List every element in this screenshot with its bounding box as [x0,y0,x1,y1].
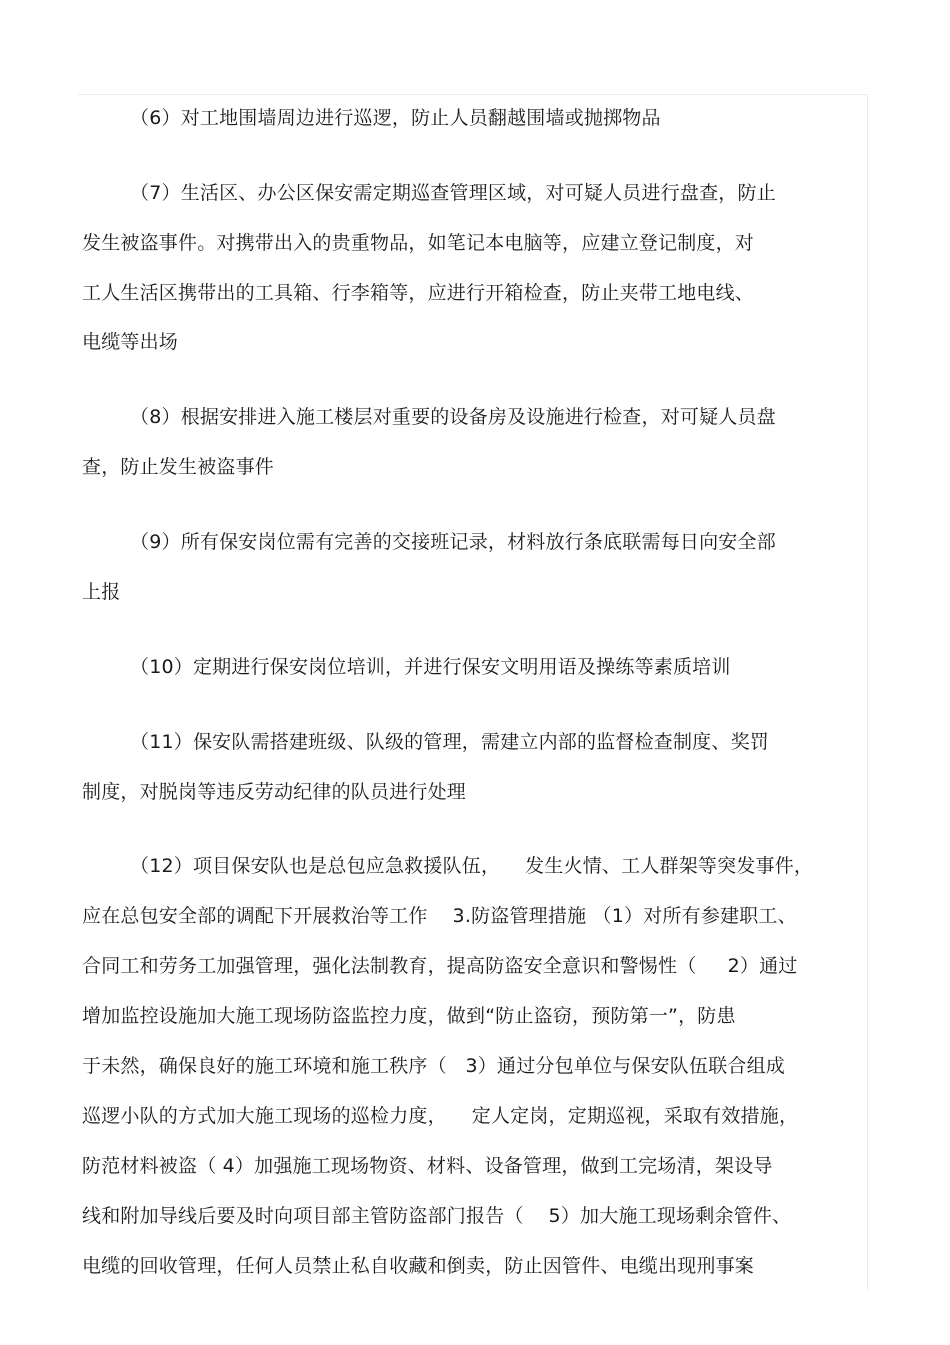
paragraph-9-line-1: （9）所有保安岗位需有完善的交接班记录，材料放行条底联需每日向安全部 [130,531,776,553]
paragraph-9-line-2: 上报 [82,581,121,603]
paragraph-7-line-1: （7）生活区、办公区保安需定期巡查管理区域，对可疑人员进行盘查，防止 [130,182,776,204]
paragraph-12-line-4: 增加监控设施加大施工现场防盗监控力度，做到“防止盗窃，预防第一”，防患 [82,1005,736,1027]
paragraph-12-line-7: 防范材料被盗（ 4）加强施工现场物资、材料、设备管理，做到工完场清，架设导 [82,1155,773,1177]
paragraph-8-line-2: 查，防止发生被盗事件 [82,456,275,478]
paragraph-12-line-5: 于未然，确保良好的施工环境和施工秩序（ 3）通过分包单位与保安队伍联合组成 [82,1055,786,1077]
paragraph-7-line-3: 工人生活区携带出的工具箱、行李箱等，应进行开箱检查，防止夹带工地电线、 [82,282,755,304]
paragraph-6-line-1: （6）对工地围墙周边进行巡逻，防止人员翻越围墙或抛掷物品 [130,107,661,129]
paragraph-10-line-1: （10）定期进行保安岗位培训，并进行保安文明用语及操练等素质培训 [130,656,731,678]
paragraph-12-line-2: 应在总包安全部的调配下开展救治等工作 3.防盗管理措施 （1）对所有参建职工、 [82,905,797,927]
paragraph-12-line-8: 线和附加导线后要及时向项目部主管防盗部门报告（ 5）加大施工现场剩余管件、 [82,1205,792,1227]
paragraph-11-line-2: 制度，对脱岗等违反劳动纪律的队员进行处理 [82,781,467,803]
paragraph-7-line-2: 发生被盗事件。对携带出入的贵重物品，如笔记本电脑等，应建立登记制度，对 [82,232,755,254]
paragraph-12-line-9: 电缆的回收管理，任何人员禁止私自收藏和倒卖，防止因管件、电缆出现刑事案 [82,1255,755,1277]
paragraph-12-line-1: （12）项目保安队也是总包应急救援队伍， 发生火情、工人群架等突发事件， [130,855,814,877]
paragraph-12-line-3: 合同工和劳务工加强管理，强化法制教育，提高防盗安全意识和警惕性（ 2）通过 [82,955,798,977]
paragraph-7-line-4: 电缆等出场 [82,331,179,353]
paragraph-12-line-6: 巡逻小队的方式加大施工现场的巡检力度， 定人定岗，定期巡视，采取有效措施， [82,1105,799,1127]
paragraph-11-line-1: （11）保安队需搭建班级、队级的管理，需建立内部的监督检查制度、奖罚 [130,731,769,753]
paragraph-8-line-1: （8）根据安排进入施工楼层对重要的设备房及设施进行检查，对可疑人员盘 [130,406,776,428]
